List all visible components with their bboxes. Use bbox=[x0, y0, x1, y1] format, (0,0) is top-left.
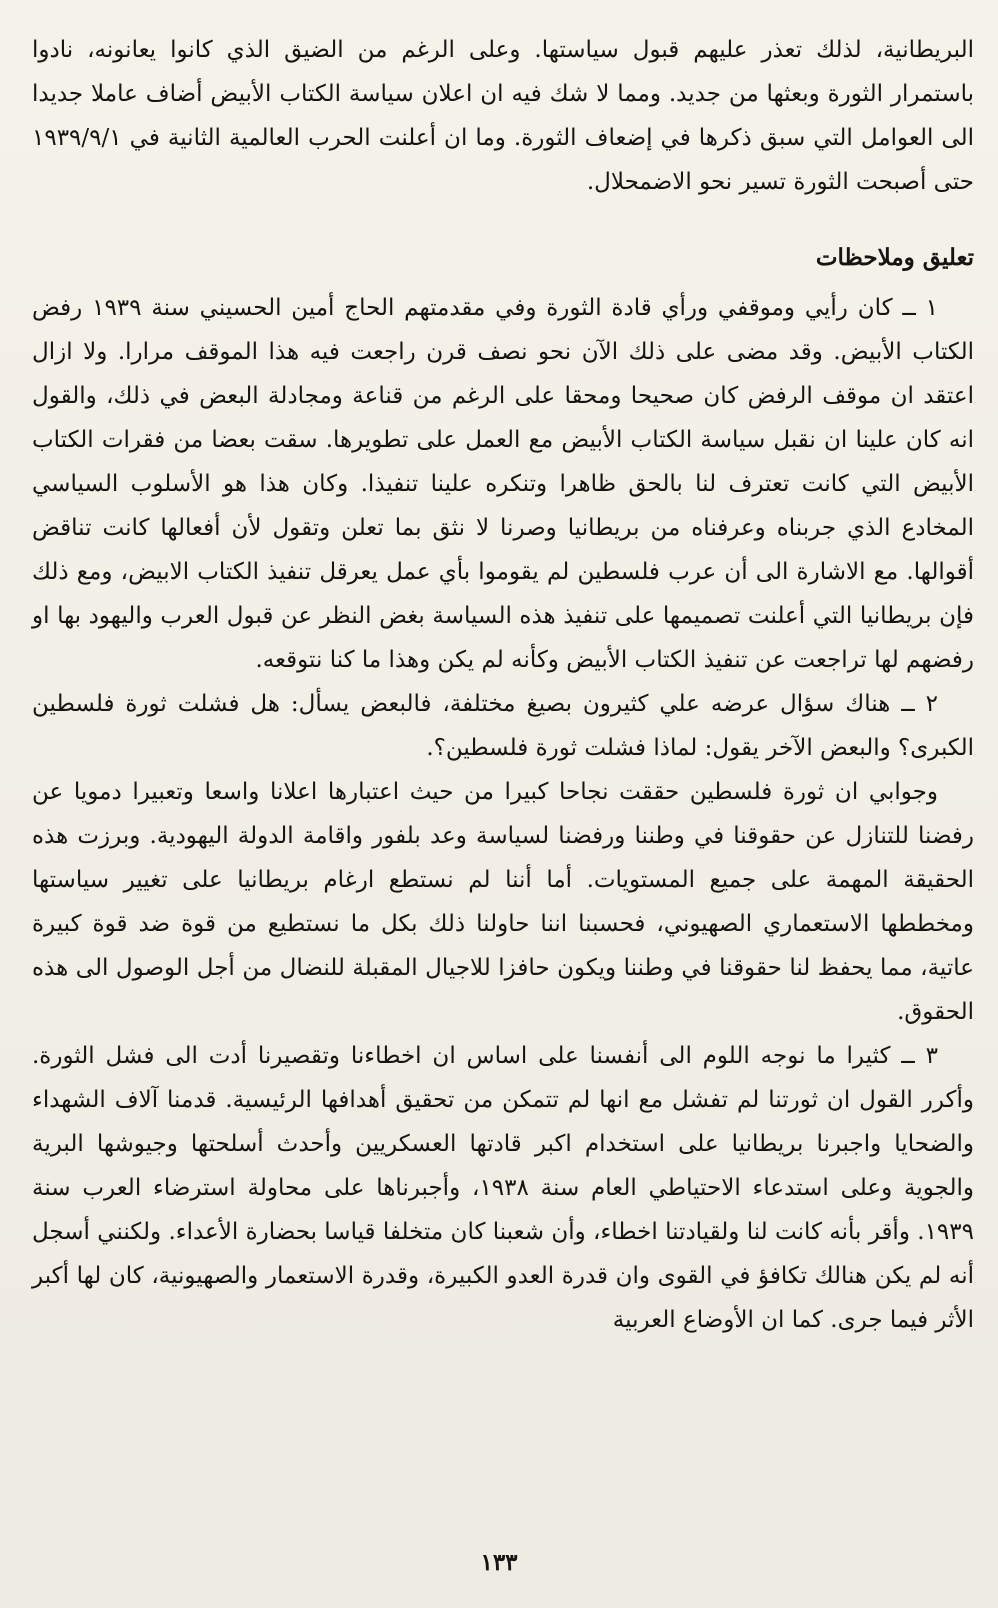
note-2-answer-paragraph: وجوابي ان ثورة فلسطين حققت نجاحا كبيرا من حيث اعتبارها اعلانا واسعا وتعبيرا دمويا عن رفضنا للتنازل عن حقوقنا في وطننا ورفضنا لسياسة وعد بلفور واقامة الدولة اليهودية. وبرزت هذه الحقيقة المهمة على جميع المستويات. أما أننا لم نستطع ارغام بريطانيا على تغيير سياستها ومخططها الاستعماري الصهيوني، فحسبنا اننا حاولنا ذلك بكل ما نستطيع من قوة ضد قوة كبيرة عاتية، مما يحفظ لنا حقوقنا في وطننا ويكون حافزا للاجيال المقبلة للنضال من أجل الوصول الى هذه الحقوق. bbox=[32, 779, 974, 1025]
note-2-paragraph: ٢ ــ هناك سؤال عرضه علي كثيرون بصيغ مختلفة، فالبعض يسأل: هل فشلت ثورة فلسطين الكبرى؟ والبعض الآخر يقول: لماذا فشلت ثورة فلسطين؟. bbox=[32, 691, 974, 761]
intro-paragraph: البريطانية، لذلك تعذر عليهم قبول سياستها. وعلى الرغم من الضيق الذي كانوا يعانونه، نادوا باستمرار الثورة وبعثها من جديد. ومما لا شك فيه ان اعلان سياسة الكتاب الأبيض أضاف عاملا جديدا الى العوامل التي سبق ذكرها في إضعاف الثورة. وما ان أعلنت الحرب العالمية الثانية في ١٩٣٩/٩/١ حتى أصبحت الثورة تسير نحو الاضمحلال. bbox=[32, 37, 974, 195]
note-1-paragraph: ١ ــ كان رأيي وموقفي ورأي قادة الثورة وفي مقدمتهم الحاج أمين الحسيني سنة ١٩٣٩ رفض الكتاب الأبيض. وقد مضى على ذلك الآن نحو نصف قرن راجعت فيه هذا الموقف مرارا. ولا ازال اعتقد ان موقف الرفض كان صحيحا ومحقا على الرغم من قناعة ومجادلة البعض في ذلك، والقول انه كان علينا ان نقبل سياسة الكتاب الأبيض مع العمل على تطويرها. سقت بعضا من فقرات الكتاب الأبيض التي كانت تعترف لنا بالحق ظاهرا وتنكره علينا تنفيذا. وكان هذا هو الأسلوب السياسي المخادع الذي جربناه وعرفناه من بريطانيا وصرنا لا نثق بما تعلن وتقول لأن أفعالها كانت تناقض أقوالها. مع الاشارة الى أن عرب فلسطين لم يقوموا بأي عمل يعرقل تنفيذ الكتاب الابيض، ومع ذلك فإن بريطانيا التي أعلنت تصميمها على تنفيذ هذه السياسة بغض النظر عن قبول العرب واليهود بها او رفضهم لها تراجعت عن تنفيذ الكتاب الأبيض وكأنه لم يكن وهذا ما كنا نتوقعه. bbox=[32, 295, 974, 673]
note-3-paragraph: ٣ ــ كثيرا ما نوجه اللوم الى أنفسنا على اساس ان اخطاءنا وتقصيرنا أدت الى فشل الثورة. وأكرر القول ان ثورتنا لم تفشل مع انها لم تتمكن من تحقيق أهدافها الرئيسية. قدمنا آلاف الشهداء والضحايا واجبرنا بريطانيا على استخدام اكبر قادتها العسكريين وأحدث أسلحتها وجيوشها البرية والجوية وعلى استدعاء الاحتياطي العام سنة ١٩٣٨، وأجبرناها على محاولة استرضاء العرب سنة ١٩٣٩. وأقر بأنه كانت لنا ولقيادتنا اخطاء، وأن شعبنا كان متخلفا قياسا بحضارة الأعداء. ولكنني أسجل أنه لم يكن هنالك تكافؤ في القوى وان قدرة العدو الكبيرة، وقدرة الاستعمار والصهيونية، كان لها أكبر الأثر فيما جرى. كما ان الأوضاع العربية bbox=[32, 1043, 974, 1333]
page-number: ١٣٣ bbox=[480, 1549, 518, 1576]
section-heading: تعليق وملاحظات bbox=[815, 244, 974, 271]
